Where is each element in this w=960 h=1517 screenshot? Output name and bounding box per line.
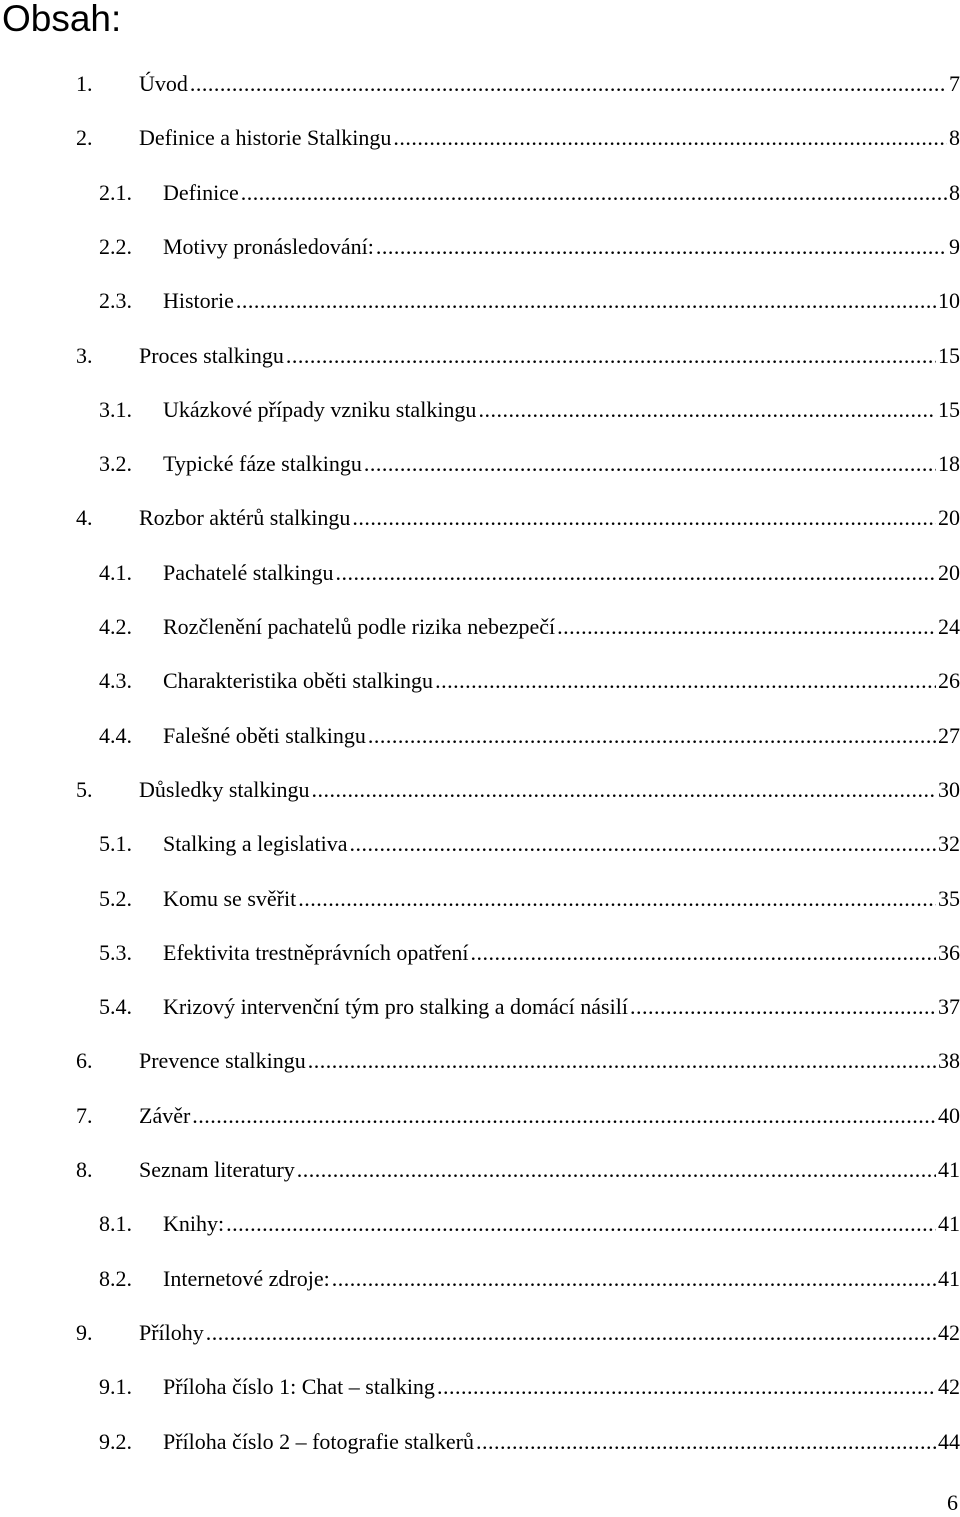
toc-entry-number: 8.1. xyxy=(99,1211,132,1237)
toc-dot-leader xyxy=(332,1263,936,1295)
toc-entry-number: 5.3. xyxy=(99,939,132,965)
toc-entry-number: 2.3. xyxy=(99,288,132,314)
toc-dot-leader xyxy=(286,340,936,372)
toc-dot-leader xyxy=(298,883,936,915)
toc-entry-page: 42 xyxy=(938,1374,960,1400)
toc-entry-number: 4.2. xyxy=(99,614,132,639)
toc-dot-leader xyxy=(557,611,936,643)
toc-entry-title: Charakteristika oběti stalkingu xyxy=(163,668,434,694)
toc-entry-title: Důsledky stalkingu xyxy=(139,776,310,802)
toc-entry-title: Efektivita trestněprávních opatření xyxy=(163,939,469,965)
toc-dot-leader xyxy=(308,1045,936,1077)
toc-entry-number: 5.2. xyxy=(99,885,132,911)
toc-dot-leader xyxy=(435,665,936,697)
toc-entry-page: 15 xyxy=(938,396,960,422)
toc-dot-leader xyxy=(393,122,947,154)
toc-entry-page: 32 xyxy=(938,831,960,857)
toc-entry-title: Krizový intervenční tým pro stalking a domácí násilí xyxy=(163,994,628,1020)
toc-entry-title: Motivy pronásledování: xyxy=(163,233,374,259)
toc-entry[interactable] xyxy=(76,1154,960,1186)
toc-entry[interactable] xyxy=(99,557,960,589)
toc-dot-leader xyxy=(368,720,936,752)
toc-entry-page: 30 xyxy=(938,776,960,802)
toc-dot-leader xyxy=(192,1100,936,1132)
toc-entry[interactable] xyxy=(99,1371,960,1403)
toc-entry-title: Falešné oběti stalkingu xyxy=(163,722,366,748)
toc-entry-title: Historie xyxy=(163,288,234,314)
toc-dot-leader xyxy=(226,1208,936,1240)
toc-heading: Obsah: xyxy=(2,0,122,39)
toc-entry-title: Definice xyxy=(163,179,239,205)
toc-entry-page: 37 xyxy=(938,994,960,1020)
toc-entry[interactable] xyxy=(99,177,960,209)
toc-entry-number: 3.1. xyxy=(99,396,132,422)
toc-entry-title: Závěr xyxy=(139,1102,191,1128)
toc-entry-page: 35 xyxy=(938,885,960,911)
toc-entry[interactable] xyxy=(99,1263,960,1295)
toc-entry-number: 6. xyxy=(76,1048,93,1074)
toc-dot-leader xyxy=(352,502,936,534)
toc-entry-page: 20 xyxy=(938,505,960,531)
toc-entry[interactable] xyxy=(99,665,960,697)
toc-entry[interactable] xyxy=(76,1317,960,1349)
toc-entry[interactable] xyxy=(99,720,960,752)
toc-entry-title: Příloha číslo 2 – fotografie stalkerů xyxy=(163,1428,474,1454)
toc-entry[interactable] xyxy=(76,1045,960,1077)
toc-entry[interactable] xyxy=(99,1426,960,1458)
toc-entry[interactable] xyxy=(76,340,960,372)
toc-dot-leader xyxy=(376,231,947,263)
toc-entry[interactable] xyxy=(76,502,960,534)
toc-entry-title: Knihy: xyxy=(163,1211,225,1237)
toc-entry-title: Typické fáze stalkingu xyxy=(163,451,362,477)
toc-entry-title: Definice a historie Stalkingu xyxy=(139,125,392,151)
toc-entry[interactable] xyxy=(76,1100,960,1132)
toc-entry-number: 7. xyxy=(76,1102,93,1128)
toc-entry[interactable] xyxy=(99,937,960,969)
page-number: 6 xyxy=(947,1490,958,1515)
toc-dot-leader xyxy=(437,1371,936,1403)
toc-entry-number: 5.1. xyxy=(99,831,132,857)
toc-entry[interactable] xyxy=(99,828,960,860)
toc-entry-title: Rozbor aktérů stalkingu xyxy=(139,505,351,531)
toc-dot-leader xyxy=(206,1317,936,1349)
toc-entry-page: 9 xyxy=(949,233,960,259)
toc-entry-number: 1. xyxy=(76,71,93,96)
toc-entry-title: Seznam literatury xyxy=(139,1157,295,1182)
toc-dot-leader xyxy=(476,1426,936,1458)
toc-entry-number: 4.1. xyxy=(99,559,132,585)
toc-entry-page: 27 xyxy=(938,722,960,748)
toc-entry-number: 4.3. xyxy=(99,668,132,694)
toc-entry-number: 3.2. xyxy=(99,451,132,477)
toc-dot-leader xyxy=(335,557,936,589)
toc-entry-title: Přílohy xyxy=(139,1319,204,1345)
toc-dot-leader xyxy=(630,991,936,1023)
toc-entry[interactable] xyxy=(99,231,960,263)
toc-entry-number: 2.2. xyxy=(99,233,132,259)
toc-entry-title: Ukázkové případy vzniku stalkingu xyxy=(163,396,477,422)
toc-entry-page: 15 xyxy=(938,342,960,368)
toc-entry-title: Příloha číslo 1: Chat – stalking xyxy=(163,1374,435,1400)
toc-dot-leader xyxy=(297,1154,936,1186)
toc-entry-number: 9. xyxy=(76,1319,93,1345)
toc-entry-page: 8 xyxy=(949,179,960,205)
toc-dot-leader xyxy=(364,448,936,480)
toc-dot-leader xyxy=(241,177,947,209)
toc-entry-number: 5.4. xyxy=(99,994,132,1020)
toc-entry-page: 8 xyxy=(949,125,960,151)
toc-dot-leader xyxy=(236,285,936,317)
toc-entry-title: Prevence stalkingu xyxy=(139,1048,306,1074)
toc-entry-page: 41 xyxy=(938,1211,960,1237)
toc-entry-page: 42 xyxy=(938,1319,960,1345)
toc-entry[interactable] xyxy=(99,394,960,426)
toc-entry[interactable] xyxy=(99,448,960,480)
toc-entry-page: 24 xyxy=(938,614,960,639)
toc-entry-page: 18 xyxy=(938,451,960,477)
toc-entry-number: 9.1. xyxy=(99,1374,132,1400)
toc-entry-number: 5. xyxy=(76,776,93,802)
toc-entry[interactable] xyxy=(76,774,960,806)
toc-entry-page: 41 xyxy=(938,1265,960,1291)
toc-entry-page: 41 xyxy=(938,1157,960,1182)
toc-entry-page: 44 xyxy=(938,1428,960,1454)
toc-entry-number: 8.2. xyxy=(99,1265,132,1291)
toc-entry[interactable] xyxy=(99,883,960,915)
toc-entry[interactable] xyxy=(99,991,960,1023)
toc-entry-page: 38 xyxy=(938,1048,960,1074)
toc-entry-page: 10 xyxy=(938,288,960,314)
toc-entry-number: 3. xyxy=(76,342,93,368)
toc-entry-page: 20 xyxy=(938,559,960,585)
toc-dot-leader xyxy=(350,828,936,860)
toc-entry-title: Rozčlenění pachatelů podle rizika nebezpečí xyxy=(163,614,556,639)
toc-entry-number: 9.2. xyxy=(99,1428,132,1454)
toc-entry-title: Úvod xyxy=(139,71,188,96)
toc-entry[interactable] xyxy=(76,68,960,100)
toc-dot-leader xyxy=(190,68,947,100)
toc-entry[interactable] xyxy=(99,285,960,317)
toc-entry[interactable] xyxy=(99,1208,960,1240)
toc-entry[interactable] xyxy=(99,611,960,643)
toc-entry[interactable] xyxy=(76,122,960,154)
toc-entry-title: Pachatelé stalkingu xyxy=(163,559,334,585)
toc-entry-page: 26 xyxy=(938,668,960,694)
toc-entry-number: 4. xyxy=(76,505,93,531)
toc-entry-number: 2. xyxy=(76,125,93,151)
toc-entry-title: Komu se svěřit xyxy=(163,885,297,911)
toc-entry-number: 2.1. xyxy=(99,179,132,205)
toc-entry-page: 7 xyxy=(949,71,960,96)
toc-dot-leader xyxy=(478,394,936,426)
toc-entry-title: Proces stalkingu xyxy=(139,342,284,368)
toc-entry-page: 36 xyxy=(938,939,960,965)
toc-entry-title: Stalking a legislativa xyxy=(163,831,348,857)
toc-entry-title: Internetové zdroje: xyxy=(163,1265,330,1291)
toc-entry-page: 40 xyxy=(938,1102,960,1128)
toc-entry-number: 8. xyxy=(76,1157,93,1182)
toc-dot-leader xyxy=(312,774,937,806)
toc-entry-number: 4.4. xyxy=(99,722,132,748)
toc-dot-leader xyxy=(470,937,936,969)
